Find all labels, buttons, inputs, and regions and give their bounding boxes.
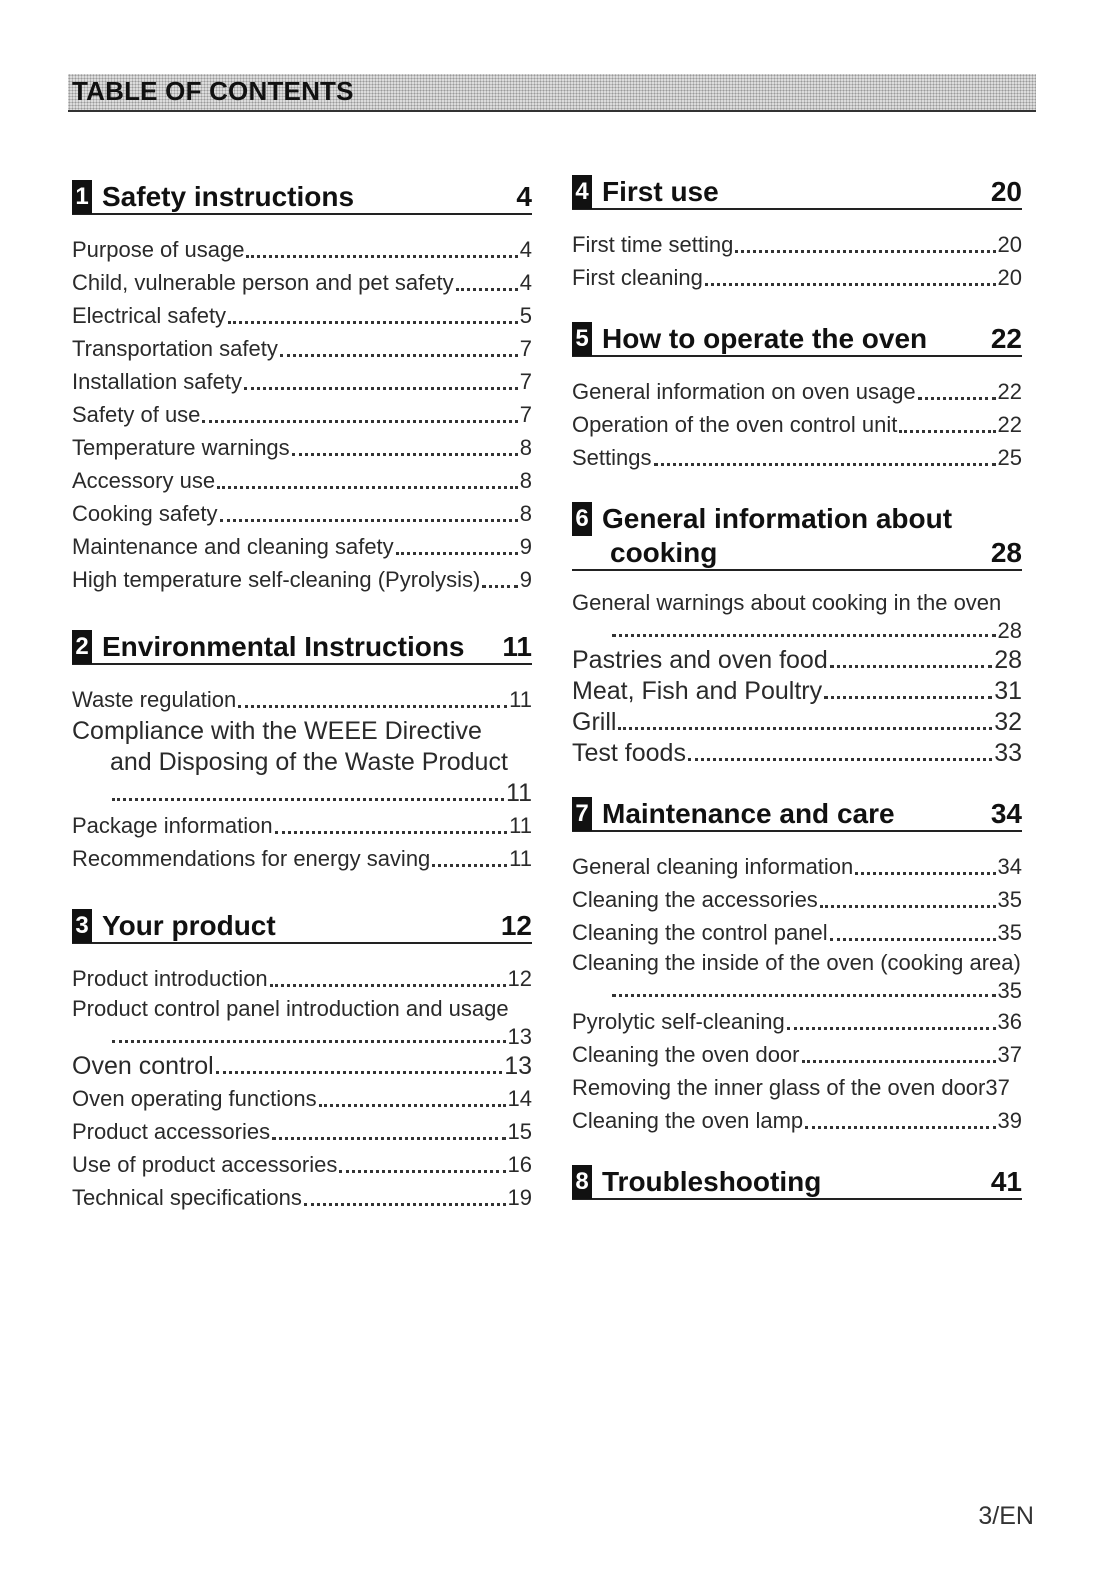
toc-entry[interactable]	[72, 1051, 532, 1082]
dot-leader	[618, 727, 992, 730]
toc-entry[interactable]	[72, 683, 532, 716]
entry-page: 36	[997, 1009, 1022, 1034]
dot-leader	[238, 705, 507, 708]
dot-leader	[787, 1027, 996, 1030]
dot-leader	[802, 1060, 996, 1063]
section-spacer	[572, 294, 1022, 322]
toc-entry[interactable]	[572, 949, 1022, 1005]
entry-text: Oven operating functions	[72, 1086, 317, 1111]
entry-text: High temperature self-cleaning (Pyrolysis)	[72, 567, 481, 592]
section-heading[interactable]	[572, 322, 1022, 357]
entry-page: 4	[519, 237, 532, 262]
toc-entry[interactable]	[72, 842, 532, 875]
dot-leader	[688, 758, 992, 761]
toc-entry[interactable]	[72, 962, 532, 995]
entry-text: Meat, Fish and Poultry	[572, 677, 823, 705]
dot-leader	[805, 1126, 995, 1129]
toc-entry[interactable]	[572, 850, 1022, 883]
entry-page: 35	[997, 920, 1022, 945]
toc-entry[interactable]	[72, 398, 532, 431]
dot-leader	[820, 905, 996, 908]
entry-text: Pyrolytic self-cleaning	[572, 1009, 785, 1034]
entry-text: Product accessories	[72, 1119, 271, 1144]
toc-entry-list	[572, 589, 1022, 769]
toc-entry-list	[72, 962, 532, 1214]
toc-left-column	[72, 180, 532, 1214]
toc-entry[interactable]	[572, 375, 1022, 408]
entry-page: 12	[507, 966, 532, 991]
entry-leader-line	[572, 617, 1022, 645]
section-number-badge: 3	[72, 909, 92, 943]
toc-entry[interactable]	[572, 916, 1022, 949]
toc-entry[interactable]	[572, 228, 1022, 261]
dot-leader	[217, 486, 518, 489]
dot-leader	[228, 321, 518, 324]
entry-text: Pastries and oven food	[572, 646, 828, 674]
toc-entry[interactable]	[572, 1038, 1022, 1071]
entry-leader-line	[72, 1023, 532, 1051]
section-title: First use	[602, 176, 719, 207]
entry-page: 35	[997, 978, 1022, 1003]
toc-section-cooking	[572, 502, 1022, 769]
section-title: Environmental Instructions	[102, 631, 465, 662]
entry-page: 28	[997, 618, 1022, 643]
toc-right-column	[572, 175, 1022, 1200]
entry-text: Compliance with the WEEE Directive	[72, 717, 482, 745]
entry-page: 28	[994, 646, 1022, 674]
dot-leader	[319, 1104, 506, 1107]
entry-text: Technical specifications	[72, 1185, 302, 1210]
toc-entry[interactable]	[72, 809, 532, 842]
section-number-badge: 8	[572, 1165, 592, 1199]
entry-text: General warnings about cooking in the oven	[572, 590, 1002, 615]
entry-page: 22	[997, 412, 1022, 437]
toc-entry-list	[572, 375, 1022, 474]
toc-entry[interactable]	[572, 441, 1022, 474]
entry-page: 8	[519, 468, 532, 493]
entry-page: 25	[997, 445, 1022, 470]
toc-entry[interactable]	[72, 233, 532, 266]
toc-section-safety	[72, 180, 532, 596]
section-heading[interactable]	[72, 630, 532, 665]
dot-leader	[654, 463, 996, 466]
entry-text: Waste regulation	[72, 687, 237, 712]
dot-leader	[216, 1071, 502, 1074]
entry-page: 14	[507, 1086, 532, 1111]
toc-entry-list	[572, 850, 1022, 1137]
toc-entry-list	[572, 228, 1022, 294]
section-page: 12	[500, 910, 532, 941]
dot-leader	[918, 397, 996, 400]
dot-leader	[292, 453, 518, 456]
entry-page: 11	[509, 846, 532, 871]
entry-text: Operation of the oven control unit	[572, 412, 898, 437]
entry-page: 7	[519, 402, 532, 427]
toc-section-operate	[572, 322, 1022, 474]
toc-entry[interactable]	[72, 464, 532, 497]
section-page: 4	[516, 181, 532, 212]
dot-leader	[112, 1040, 506, 1043]
dot-leader	[456, 288, 518, 291]
entry-page: 37	[997, 1042, 1022, 1067]
toc-entry[interactable]	[572, 1104, 1022, 1137]
section-page: 34	[990, 798, 1022, 829]
entry-page: 31	[994, 677, 1022, 705]
entry-text: Grill	[572, 708, 617, 736]
toc-entry[interactable]	[72, 332, 532, 365]
section-page: 20	[990, 176, 1022, 207]
section-number-badge: 4	[572, 175, 592, 209]
entry-page: 20	[997, 265, 1022, 290]
section-heading[interactable]	[72, 909, 532, 944]
section-spacer	[72, 596, 532, 630]
entry-text: Electrical safety	[72, 303, 227, 328]
entry-page: 37	[985, 1075, 1010, 1100]
dot-leader	[830, 665, 992, 668]
entry-text: Removing the inner glass of the oven door	[572, 1075, 986, 1100]
entry-text: Cleaning the oven lamp	[572, 1108, 804, 1133]
entry-text: Transportation safety	[72, 336, 278, 361]
dot-leader	[275, 831, 508, 834]
entry-text: First time setting	[572, 232, 734, 257]
toc-section-first-use	[572, 175, 1022, 294]
page-header	[68, 74, 1036, 112]
entry-page: 9	[519, 567, 532, 592]
page-number: 3/EN	[978, 1502, 1034, 1530]
dot-leader	[830, 938, 996, 941]
dot-leader	[304, 1203, 506, 1206]
entry-page: 33	[994, 739, 1022, 767]
entry-text: Test foods	[572, 739, 686, 767]
dot-leader	[270, 984, 506, 987]
toc-entry[interactable]	[72, 1115, 532, 1148]
section-page: 11	[502, 631, 532, 662]
toc-entry[interactable]	[572, 261, 1022, 294]
entry-leader-line	[572, 977, 1022, 1005]
dot-leader	[202, 420, 517, 423]
entry-text: Purpose of usage	[72, 237, 245, 262]
entry-page: 15	[507, 1119, 532, 1144]
toc-entry[interactable]	[72, 563, 532, 596]
entry-page: 32	[994, 708, 1022, 736]
entry-page: 9	[519, 534, 532, 559]
entry-text: Cleaning the accessories	[572, 887, 818, 912]
entry-text: Product control panel introduction and usage	[72, 996, 509, 1021]
dot-leader	[855, 872, 995, 875]
entry-page: 7	[519, 336, 532, 361]
toc-entry[interactable]	[572, 1005, 1022, 1038]
dot-leader	[112, 798, 504, 801]
entry-page: 39	[997, 1108, 1022, 1133]
toc-entry[interactable]	[572, 676, 1022, 707]
section-number-badge: 5	[572, 322, 592, 356]
section-spacer	[72, 875, 532, 909]
entry-page: 7	[519, 369, 532, 394]
entry-text: Cooking safety	[72, 501, 218, 526]
entry-page: 20	[997, 232, 1022, 257]
toc-entry[interactable]	[72, 266, 532, 299]
dot-leader	[244, 387, 518, 390]
entry-text: Use of product accessories	[72, 1152, 338, 1177]
dot-leader	[272, 1137, 505, 1140]
section-title-continued: cooking	[610, 537, 718, 568]
entry-text: Accessory use	[72, 468, 216, 493]
section-heading[interactable]	[572, 175, 1022, 210]
entry-text: Package information	[72, 813, 273, 838]
section-number-badge: 6	[572, 502, 592, 536]
dot-leader	[824, 696, 992, 699]
toc-section-maintenance	[572, 797, 1022, 1137]
entry-page: 16	[507, 1152, 532, 1177]
entry-text: Settings	[572, 445, 652, 470]
entry-text: General cleaning information	[572, 854, 854, 879]
entry-page: 8	[519, 435, 532, 460]
toc-entry[interactable]	[72, 995, 532, 1051]
entry-text-continued: and Disposing of the Waste Product	[110, 748, 508, 776]
toc-entry[interactable]	[72, 497, 532, 530]
entry-page: 5	[519, 303, 532, 328]
dot-leader	[220, 519, 518, 522]
entry-text: General information on oven usage	[572, 379, 916, 404]
section-number-badge: 2	[72, 630, 92, 664]
entry-text: Safety of use	[72, 402, 201, 427]
entry-text: Oven control	[72, 1052, 214, 1080]
toc-entry[interactable]	[72, 1181, 532, 1214]
entry-text: Temperature warnings	[72, 435, 290, 460]
entry-text: Cleaning the oven door	[572, 1042, 800, 1067]
section-heading-line	[572, 537, 1022, 569]
section-page: 28	[990, 537, 1022, 568]
toc-entry[interactable]	[72, 1148, 532, 1181]
entry-text: First cleaning	[572, 265, 703, 290]
entry-leader-line	[72, 778, 532, 809]
section-heading-line	[572, 502, 1022, 535]
section-heading[interactable]	[572, 1165, 1022, 1200]
toc-entry[interactable]	[72, 530, 532, 563]
section-number-badge: 1	[72, 180, 92, 214]
toc-entry[interactable]	[572, 645, 1022, 676]
section-title: Safety instructions	[102, 181, 355, 212]
section-spacer	[572, 474, 1022, 502]
section-title: General information about	[602, 503, 953, 534]
entry-page: 13	[504, 1052, 532, 1080]
entry-text: Cleaning the control panel	[572, 920, 828, 945]
entry-text: Installation safety	[72, 369, 242, 394]
entry-page: 34	[997, 854, 1022, 879]
entry-page: 11	[509, 687, 532, 712]
section-page: 22	[990, 323, 1022, 354]
entry-page: 4	[519, 270, 532, 295]
entry-text: Recommendations for energy saving	[72, 846, 431, 871]
toc-entry[interactable]	[72, 716, 532, 809]
toc-entry-list	[72, 233, 532, 596]
entry-page: 8	[519, 501, 532, 526]
entry-page: 35	[997, 887, 1022, 912]
toc-entry[interactable]	[572, 883, 1022, 916]
entry-text: Maintenance and cleaning safety	[72, 534, 394, 559]
section-heading[interactable]	[72, 180, 532, 215]
toc-entry[interactable]	[72, 365, 532, 398]
section-page: 41	[990, 1166, 1022, 1197]
entry-page: 11	[506, 779, 532, 807]
entry-page: 11	[509, 813, 532, 838]
toc-entry[interactable]	[572, 738, 1022, 769]
entry-text: Product introduction	[72, 966, 268, 991]
dot-leader	[280, 354, 518, 357]
section-heading[interactable]	[572, 797, 1022, 832]
dot-leader	[432, 864, 507, 867]
dot-leader	[705, 283, 996, 286]
toc-entry[interactable]	[572, 707, 1022, 738]
toc-entry[interactable]	[72, 1082, 532, 1115]
toc-entry-list	[72, 683, 532, 875]
entry-text: Child, vulnerable person and pet safety	[72, 270, 454, 295]
section-number-badge: 7	[572, 797, 592, 831]
section-spacer	[572, 769, 1022, 797]
dot-leader	[735, 250, 995, 253]
section-title: How to operate the oven	[602, 323, 928, 354]
entry-page: 13	[507, 1024, 532, 1049]
dot-leader	[246, 255, 517, 258]
dot-leader	[612, 994, 996, 997]
toc-entry[interactable]	[572, 408, 1022, 441]
entry-page: 22	[997, 379, 1022, 404]
toc-section-environment	[72, 630, 532, 875]
page-title: TABLE OF CONTENTS	[72, 76, 354, 106]
dot-leader	[339, 1170, 505, 1173]
section-heading[interactable]	[572, 502, 1022, 571]
section-title: Your product	[102, 910, 276, 941]
entry-text: Cleaning the inside of the oven (cooking area)	[572, 950, 1021, 975]
dot-leader	[899, 430, 995, 433]
toc-entry[interactable]	[72, 431, 532, 464]
section-spacer	[572, 1137, 1022, 1165]
toc-entry[interactable]	[572, 589, 1022, 645]
toc-section-troubleshooting	[572, 1165, 1022, 1200]
toc-entry[interactable]	[72, 299, 532, 332]
section-title: Maintenance and care	[602, 798, 895, 829]
dot-leader	[482, 585, 517, 588]
dot-leader	[612, 634, 996, 637]
section-title: Troubleshooting	[602, 1166, 822, 1197]
entry-page: 19	[507, 1185, 532, 1210]
toc-entry[interactable]	[572, 1071, 1022, 1104]
dot-leader	[396, 552, 518, 555]
toc-section-product	[72, 909, 532, 1214]
